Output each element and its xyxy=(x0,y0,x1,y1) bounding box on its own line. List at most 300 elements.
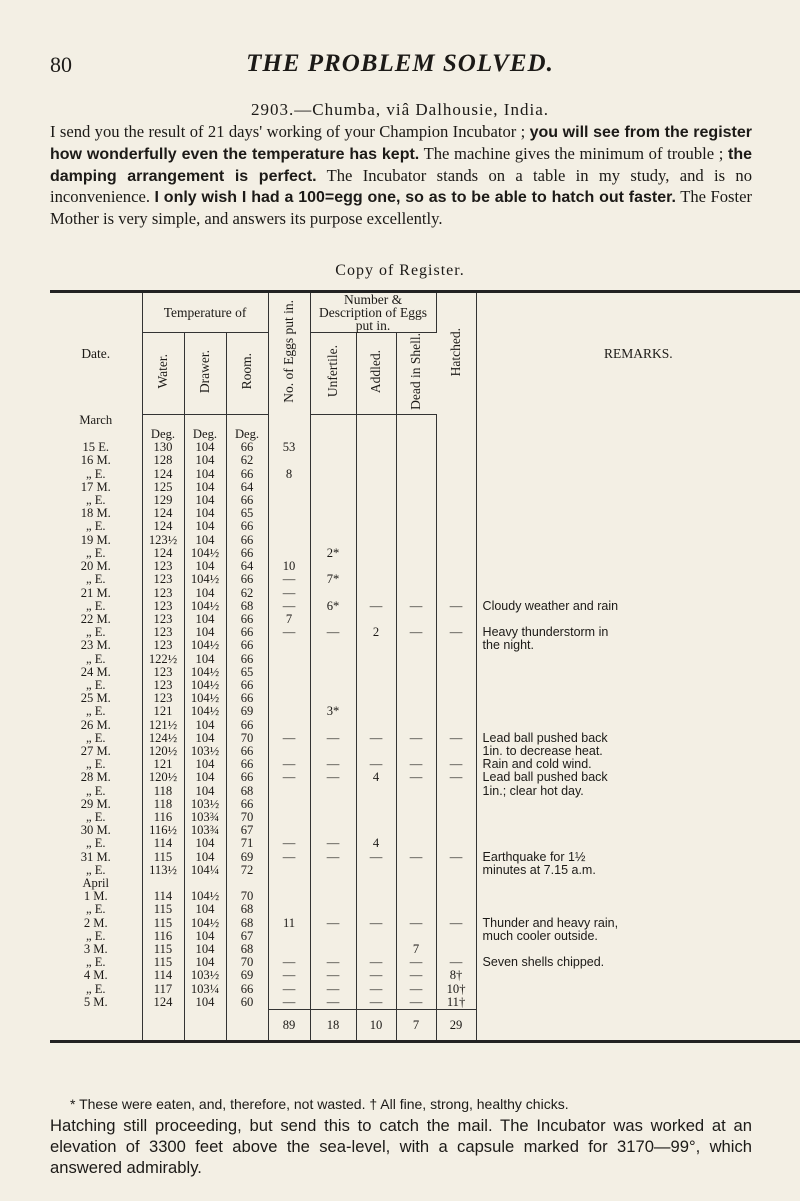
addled-cell: — xyxy=(356,758,396,771)
room-cell: 66 xyxy=(226,494,268,507)
drawer-cell: 103½ xyxy=(184,745,226,758)
water-cell: 121½ xyxy=(142,719,184,732)
drawer-cell: 104½ xyxy=(184,547,226,560)
drawer-cell: 103¼ xyxy=(184,983,226,996)
letter-segment: you will see from the register how wonderfully even the temperature has kept. xyxy=(50,124,753,163)
room-cell: 66 xyxy=(226,534,268,547)
table-row xyxy=(50,969,800,982)
dead-cell xyxy=(396,639,436,652)
room-cell: 69 xyxy=(226,851,268,864)
drawer-cell: 104¼ xyxy=(184,864,226,877)
drawer-cell: 104 xyxy=(184,837,226,850)
eggs-cell: 10 xyxy=(268,560,310,573)
remark-cell xyxy=(476,507,800,520)
remark-cell xyxy=(476,560,800,573)
eggs-cell: — xyxy=(268,587,310,600)
hatched-cell: 8† xyxy=(436,969,476,982)
room-cell: 72 xyxy=(226,864,268,877)
remark-cell: Heavy thunderstorm in xyxy=(482,625,609,640)
dead-cell: — xyxy=(396,917,436,930)
remark-cell: minutes at 7.15 a.m. xyxy=(482,862,596,877)
room-cell: 65 xyxy=(226,666,268,679)
table-row xyxy=(50,600,800,613)
dead-cell xyxy=(396,705,436,718)
drawer-cell: 103½ xyxy=(184,969,226,982)
hatched-cell xyxy=(436,837,476,850)
drawer-cell: 104½ xyxy=(184,666,226,679)
remark-cell: 1in.; clear hot day. xyxy=(482,783,584,798)
drawer-cell: 104 xyxy=(184,903,226,916)
hatched-cell xyxy=(436,679,476,692)
drawer-cell: 104 xyxy=(184,851,226,864)
eggs-cell xyxy=(268,692,310,705)
room-cell: 68 xyxy=(226,600,268,613)
table-row xyxy=(50,837,800,850)
totals-row xyxy=(50,1010,800,1042)
water-cell: 116 xyxy=(142,930,184,943)
addled-cell xyxy=(356,573,396,586)
table-row xyxy=(50,996,800,1010)
dead-cell: — xyxy=(396,732,436,745)
eggs-cell xyxy=(268,520,310,533)
dead-cell: — xyxy=(396,983,436,996)
letter-body xyxy=(50,122,752,230)
hatched-cell xyxy=(436,798,476,811)
hatched-cell: 10† xyxy=(436,983,476,996)
dead-cell: — xyxy=(396,626,436,639)
dead-cell xyxy=(396,534,436,547)
dead-cell: — xyxy=(396,758,436,771)
hatched-cell: — xyxy=(436,600,476,613)
remark-cell: Cloudy weather and rain xyxy=(482,598,619,613)
drawer-cell: 104 xyxy=(184,560,226,573)
water-cell: 114 xyxy=(142,890,184,903)
room-cell: Deg. xyxy=(226,428,268,441)
water-cell: 121 xyxy=(142,705,184,718)
room-cell: 68 xyxy=(226,903,268,916)
water-header: Water. xyxy=(142,333,184,415)
table-row xyxy=(50,520,800,533)
table-row xyxy=(50,653,800,666)
table-row xyxy=(50,851,800,864)
hatched-cell xyxy=(436,428,476,441)
drawer-cell: 104 xyxy=(184,626,226,639)
eggs-cell xyxy=(268,890,310,903)
unfertile-cell xyxy=(310,903,356,916)
table-row xyxy=(50,666,800,679)
eggs-cell: — xyxy=(268,851,310,864)
room-cell: 64 xyxy=(226,481,268,494)
unfertile-cell: — xyxy=(310,956,356,969)
drawer-cell xyxy=(184,414,226,428)
water-cell: 123 xyxy=(142,613,184,626)
addled-cell xyxy=(356,454,396,467)
drawer-cell: 104 xyxy=(184,468,226,481)
water-cell xyxy=(142,414,184,428)
remark-cell xyxy=(476,679,800,692)
room-cell: 66 xyxy=(226,547,268,560)
addled-cell xyxy=(356,930,396,943)
date-header: Date. xyxy=(50,292,142,415)
unfertile-cell: — xyxy=(310,732,356,745)
date-cell: 1 M. xyxy=(50,890,142,903)
closing-paragraph: Hatching still proceeding, but send this to catch the mail. The Incubator was worked at an elevation of 3300 feet above the sea-level, with a capsule marked for 3170—99°, which answered admirably. xyxy=(50,1116,752,1177)
date-cell: 17 M. xyxy=(50,481,142,494)
drawer-cell: 104 xyxy=(184,930,226,943)
date-cell: „ E. xyxy=(50,653,142,666)
unfertile-cell: — xyxy=(310,917,356,930)
water-cell: 114 xyxy=(142,969,184,982)
water-cell: 118 xyxy=(142,785,184,798)
hatched-cell xyxy=(436,877,476,890)
dead-cell: — xyxy=(396,600,436,613)
water-cell: 114 xyxy=(142,837,184,850)
remark-cell xyxy=(476,534,800,547)
room-cell: 66 xyxy=(226,771,268,784)
hatched-cell: — xyxy=(436,732,476,745)
hatched-cell: — xyxy=(436,956,476,969)
room-cell: 71 xyxy=(226,837,268,850)
unfertile-cell: — xyxy=(310,996,356,1010)
remark-cell xyxy=(476,573,800,586)
date-cell: „ E. xyxy=(50,864,142,877)
unfertile-cell: — xyxy=(310,983,356,996)
table-row xyxy=(50,798,800,811)
remark-cell xyxy=(476,414,800,428)
drawer-cell: 104 xyxy=(184,996,226,1010)
unfertile-cell xyxy=(310,520,356,533)
dead-cell xyxy=(396,653,436,666)
water-cell: 123 xyxy=(142,679,184,692)
addled-cell xyxy=(356,414,396,428)
room-cell: 66 xyxy=(226,626,268,639)
room-cell: 68 xyxy=(226,943,268,956)
room-cell: 66 xyxy=(226,679,268,692)
total-addled: 10 xyxy=(356,1010,396,1042)
date-cell: „ E. xyxy=(50,785,142,798)
remark-cell: 1in. to decrease heat. xyxy=(482,743,603,758)
addled-cell xyxy=(356,587,396,600)
water-cell: 124 xyxy=(142,507,184,520)
addled-cell xyxy=(356,547,396,560)
addled-cell: — xyxy=(356,851,396,864)
remark-cell xyxy=(476,428,800,441)
hatched-cell xyxy=(436,705,476,718)
addled-cell: — xyxy=(356,969,396,982)
addled-header: Addled. xyxy=(356,333,396,415)
dead-cell xyxy=(396,798,436,811)
eggs-cell xyxy=(268,785,310,798)
water-cell: Deg. xyxy=(142,428,184,441)
dead-cell: 7 xyxy=(396,943,436,956)
total-hatched: 29 xyxy=(436,1010,476,1042)
water-cell: 124 xyxy=(142,468,184,481)
hatched-cell xyxy=(436,864,476,877)
hatched-cell xyxy=(436,534,476,547)
remark-cell xyxy=(476,996,800,1010)
remarks-header: REMARKS. xyxy=(476,292,800,415)
remark-cell xyxy=(476,719,800,732)
dead-cell xyxy=(396,414,436,428)
room-cell: 68 xyxy=(226,917,268,930)
date-cell: 30 M. xyxy=(50,824,142,837)
date-cell: 16 M. xyxy=(50,454,142,467)
unfertile-cell xyxy=(310,534,356,547)
table-row xyxy=(50,785,800,798)
room-cell: 66 xyxy=(226,758,268,771)
unfertile-cell: — xyxy=(310,626,356,639)
dead-cell xyxy=(396,679,436,692)
date-cell: 28 M. xyxy=(50,771,142,784)
hatched-cell xyxy=(436,653,476,666)
eggs-cell xyxy=(268,653,310,666)
addled-cell xyxy=(356,481,396,494)
hatched-cell: — xyxy=(436,917,476,930)
drawer-cell: 104 xyxy=(184,587,226,600)
running-title: THE PROBLEM SOLVED. xyxy=(246,50,554,77)
room-cell: 66 xyxy=(226,719,268,732)
addled-cell: 2 xyxy=(356,626,396,639)
room-cell: 66 xyxy=(226,653,268,666)
date-cell: 20 M. xyxy=(50,560,142,573)
drawer-cell: 104½ xyxy=(184,679,226,692)
dead-cell: — xyxy=(396,851,436,864)
eggs-cell: 11 xyxy=(268,917,310,930)
room-cell: 70 xyxy=(226,956,268,969)
hatched-cell xyxy=(436,785,476,798)
remark-cell xyxy=(476,798,800,811)
hatched-cell xyxy=(436,560,476,573)
hatched-header: Hatched. xyxy=(436,292,476,415)
drawer-cell: 104 xyxy=(184,613,226,626)
room-cell: 62 xyxy=(226,454,268,467)
hatched-cell xyxy=(436,930,476,943)
date-cell: „ E. xyxy=(50,520,142,533)
water-cell: 123 xyxy=(142,587,184,600)
room-header: Room. xyxy=(226,333,268,415)
water-cell: 123 xyxy=(142,639,184,652)
dead-cell: — xyxy=(396,969,436,982)
drawer-cell: 103½ xyxy=(184,798,226,811)
hatched-cell xyxy=(436,507,476,520)
table-row xyxy=(50,983,800,996)
register-table xyxy=(50,290,800,1043)
unfertile-cell: 7* xyxy=(310,573,356,586)
total-empty xyxy=(50,1010,142,1042)
remark-cell xyxy=(476,481,800,494)
water-cell: 115 xyxy=(142,956,184,969)
addled-cell: 4 xyxy=(356,771,396,784)
remark-cell: Thunder and heavy rain, xyxy=(482,915,619,930)
water-cell: 129 xyxy=(142,494,184,507)
room-cell: 67 xyxy=(226,930,268,943)
unfertile-cell xyxy=(310,877,356,890)
drawer-cell: Deg. xyxy=(184,428,226,441)
addled-cell xyxy=(356,639,396,652)
table-row xyxy=(50,864,800,877)
dead-cell xyxy=(396,837,436,850)
remark-cell xyxy=(476,969,800,982)
addled-cell xyxy=(356,679,396,692)
dead-cell xyxy=(396,785,436,798)
room-cell: 66 xyxy=(226,613,268,626)
eggs-cell: — xyxy=(268,996,310,1010)
addled-cell xyxy=(356,666,396,679)
unfertile-cell xyxy=(310,930,356,943)
water-cell: 122½ xyxy=(142,653,184,666)
eggs-cell xyxy=(268,705,310,718)
table-row xyxy=(50,414,800,428)
water-cell: 121 xyxy=(142,758,184,771)
hatched-cell xyxy=(436,692,476,705)
date-cell: „ E. xyxy=(50,679,142,692)
remark-cell xyxy=(476,824,800,837)
addled-cell xyxy=(356,811,396,824)
room-cell: 64 xyxy=(226,560,268,573)
water-cell: 123 xyxy=(142,666,184,679)
unfertile-cell xyxy=(310,811,356,824)
unfertile-cell xyxy=(310,890,356,903)
table-row xyxy=(50,534,800,547)
remark-cell: Lead ball pushed back xyxy=(482,730,608,745)
date-cell: 18 M. xyxy=(50,507,142,520)
addled-cell: — xyxy=(356,917,396,930)
remark-cell xyxy=(476,983,800,996)
dead-cell xyxy=(396,507,436,520)
hatched-cell xyxy=(436,587,476,600)
drawer-cell: 104 xyxy=(184,520,226,533)
date-cell: „ E. xyxy=(50,983,142,996)
date-cell: „ E. xyxy=(50,732,142,745)
dead-cell xyxy=(396,811,436,824)
room-cell: 66 xyxy=(226,520,268,533)
hatched-cell xyxy=(436,811,476,824)
drawer-cell: 104 xyxy=(184,481,226,494)
dead-cell xyxy=(396,903,436,916)
eggs-cell xyxy=(268,903,310,916)
date-cell: „ E. xyxy=(50,758,142,771)
letter-segment: The Foster Mother is very simple, and answers its purpose excellently. xyxy=(50,187,753,229)
dead-cell xyxy=(396,494,436,507)
remark-cell xyxy=(476,468,800,481)
drawer-cell: 104 xyxy=(184,943,226,956)
date-cell: 24 M. xyxy=(50,666,142,679)
date-cell: 27 M. xyxy=(50,745,142,758)
letter-heading: 2903.—Chumba, viâ Dalhousie, India. xyxy=(251,100,549,119)
eggs-cell: — xyxy=(268,573,310,586)
water-cell: 125 xyxy=(142,481,184,494)
dead-cell xyxy=(396,890,436,903)
addled-cell: — xyxy=(356,996,396,1010)
drawer-header: Drawer. xyxy=(184,333,226,415)
water-cell: 124 xyxy=(142,547,184,560)
date-cell: „ E. xyxy=(50,956,142,969)
total-unfertile: 18 xyxy=(310,1010,356,1042)
letter-segment: the damping arrangement is perfect. xyxy=(50,145,753,185)
eggs-cell xyxy=(268,454,310,467)
table-row xyxy=(50,468,800,481)
date-cell: „ E. xyxy=(50,903,142,916)
unfertile-cell xyxy=(310,639,356,652)
room-cell: 66 xyxy=(226,639,268,652)
addled-cell xyxy=(356,441,396,454)
dead-cell xyxy=(396,428,436,441)
remark-cell: Rain and cold wind. xyxy=(482,757,592,772)
eggs-cell: — xyxy=(268,771,310,784)
addled-cell xyxy=(356,494,396,507)
addled-cell xyxy=(356,719,396,732)
unfertile-cell: — xyxy=(310,837,356,850)
hatched-cell: — xyxy=(436,758,476,771)
hatched-cell xyxy=(436,719,476,732)
eggs-cell: — xyxy=(268,758,310,771)
remark-cell xyxy=(476,441,800,454)
dead-cell xyxy=(396,520,436,533)
date-cell: „ E. xyxy=(50,626,142,639)
unfertile-cell: 3* xyxy=(310,705,356,718)
hatched-cell xyxy=(436,824,476,837)
remark-cell xyxy=(476,705,800,718)
dead-cell xyxy=(396,692,436,705)
remark-cell xyxy=(476,666,800,679)
room-cell xyxy=(226,414,268,428)
unfertile-cell xyxy=(310,507,356,520)
total-dead: 7 xyxy=(396,1010,436,1042)
water-cell: 120½ xyxy=(142,771,184,784)
hatched-cell: — xyxy=(436,626,476,639)
date-cell: 22 M. xyxy=(50,613,142,626)
date-cell: „ E. xyxy=(50,811,142,824)
unfertile-cell: — xyxy=(310,851,356,864)
dead-header: Dead in Shell. xyxy=(396,333,436,415)
remark-cell: Seven shells chipped. xyxy=(482,955,605,970)
room-cell: 66 xyxy=(226,983,268,996)
temperature-group-header: Temperature of xyxy=(142,292,268,333)
dead-cell: — xyxy=(396,771,436,784)
dead-cell xyxy=(396,824,436,837)
eggs-cell: — xyxy=(268,956,310,969)
unfertile-cell xyxy=(310,414,356,428)
unfertile-cell xyxy=(310,798,356,811)
eggs-cell xyxy=(268,719,310,732)
hatched-cell xyxy=(436,666,476,679)
water-cell: 124 xyxy=(142,520,184,533)
drawer-cell: 104½ xyxy=(184,639,226,652)
eggs-cell: 7 xyxy=(268,613,310,626)
water-cell: 113½ xyxy=(142,864,184,877)
remark-cell xyxy=(476,837,800,850)
hatched-cell xyxy=(436,481,476,494)
table-row xyxy=(50,917,800,930)
drawer-cell: 104 xyxy=(184,719,226,732)
unfertile-cell xyxy=(310,653,356,666)
hatched-cell xyxy=(436,494,476,507)
addled-cell xyxy=(356,428,396,441)
drawer-cell: 104 xyxy=(184,494,226,507)
eggs-cell xyxy=(268,930,310,943)
addled-cell: — xyxy=(356,600,396,613)
drawer-cell: 104½ xyxy=(184,705,226,718)
unfertile-cell xyxy=(310,679,356,692)
addled-cell xyxy=(356,798,396,811)
addled-cell xyxy=(356,692,396,705)
room-cell: 66 xyxy=(226,798,268,811)
addled-cell xyxy=(356,534,396,547)
letter-segment: I send you the result of 21 days' working of your Champion Incubator ; xyxy=(50,122,530,141)
water-cell: 115 xyxy=(142,851,184,864)
room-cell: 69 xyxy=(226,969,268,982)
drawer-cell: 104 xyxy=(184,956,226,969)
